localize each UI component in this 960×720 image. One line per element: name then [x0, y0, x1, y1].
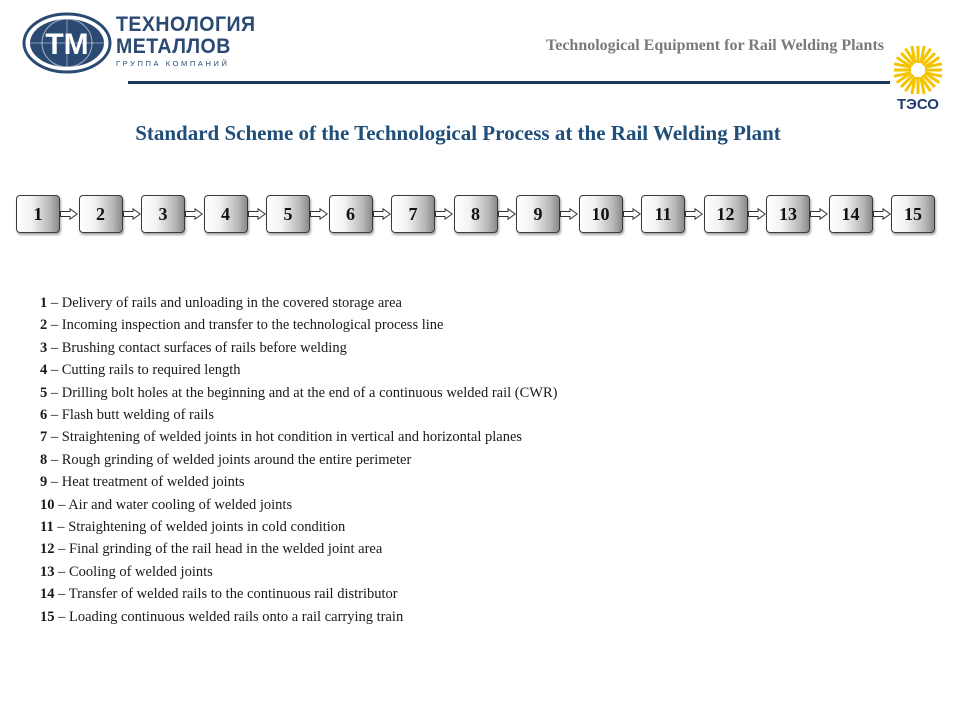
- process-step-4: 4: [204, 195, 248, 233]
- process-step-11: 11: [641, 195, 685, 233]
- flow-arrow-icon: [248, 208, 266, 220]
- legend-item-number: 12: [40, 541, 55, 558]
- process-step-14: 14: [829, 195, 873, 233]
- legend-item-separator: –: [50, 429, 59, 446]
- legend-item-separator: –: [58, 608, 66, 625]
- process-step-9: 9: [516, 195, 560, 233]
- process-step-13: 13: [766, 195, 810, 233]
- legend-item-separator: –: [50, 317, 59, 334]
- legend-item-text: Air and water cooling of welded joints: [68, 496, 293, 513]
- legend-item-number: 5: [40, 384, 48, 401]
- legend-item-number: 13: [40, 563, 55, 580]
- legend-item: [40, 471, 557, 493]
- legend-item-separator: –: [50, 407, 59, 424]
- legend-item-text: Cutting rails to required length: [61, 362, 241, 379]
- legend-item-separator: –: [58, 563, 66, 580]
- flow-arrow-icon: [123, 208, 141, 220]
- brand-line-3: ГРУППА КОМПАНИЙ: [116, 59, 230, 68]
- flow-arrow-icon: [810, 208, 828, 220]
- legend-item-number: 6: [40, 407, 48, 424]
- legend-item: [40, 583, 557, 605]
- legend-item-text: Brushing contact surfaces of rails before welding: [61, 339, 347, 356]
- legend-item-separator: –: [50, 474, 59, 491]
- legend-item-number: 7: [40, 429, 48, 446]
- legend-item: [40, 404, 557, 426]
- legend-item: [40, 449, 557, 471]
- process-step-8: 8: [454, 195, 498, 233]
- flow-arrow-icon: [373, 208, 391, 220]
- legend-item-number: 14: [40, 586, 55, 603]
- process-step-5: 5: [266, 195, 310, 233]
- header-title: Technological Equipment for Rail Welding Plants: [546, 37, 884, 54]
- flow-arrow-icon: [560, 208, 578, 220]
- legend-item-number: 10: [40, 496, 55, 513]
- legend-item-text: Final grinding of the rail head in the welded joint area: [69, 541, 383, 558]
- legend-item-text: Straightening of welded joints in hot condition in vertical and horizontal planes: [61, 429, 523, 446]
- process-step-3: 3: [141, 195, 185, 233]
- legend-item: [40, 337, 557, 359]
- flow-arrow-icon: [185, 208, 203, 220]
- brand-line-2: МЕТАЛЛОВ: [116, 35, 231, 58]
- legend-item-text: Flash butt welding of rails: [61, 407, 214, 424]
- legend-item-separator: –: [50, 451, 59, 468]
- flow-arrow-icon: [60, 208, 78, 220]
- page-title: Standard Scheme of the Technological Process at the Rail Welding Plant: [135, 121, 781, 145]
- legend-item-separator: –: [50, 295, 59, 311]
- legend-item-number: 11: [40, 519, 54, 536]
- legend-item-separator: –: [58, 541, 66, 558]
- legend-item-text: Straightening of welded joints in cold condition: [68, 519, 346, 536]
- legend-item-number: 9: [40, 474, 48, 491]
- legend-item: [40, 382, 557, 404]
- legend-item-separator: –: [57, 519, 65, 536]
- company-logo-icon: [22, 12, 112, 74]
- legend-item-number: 1: [40, 295, 48, 311]
- flow-arrow-icon: [310, 208, 328, 220]
- legend-item-separator: –: [50, 362, 59, 379]
- legend-item-text: Drilling bolt holes at the beginning and at the end of a continuous welded rail (CWR): [61, 384, 558, 401]
- legend-item-number: 2: [40, 317, 48, 334]
- partner-logo: [892, 44, 944, 114]
- legend-item: [40, 359, 557, 381]
- legend-item-text: Incoming inspection and transfer to the technological process line: [61, 317, 444, 334]
- legend-item-number: 4: [40, 362, 48, 379]
- legend-item: [40, 606, 557, 628]
- process-step-12: 12: [704, 195, 748, 233]
- legend-item: [40, 314, 557, 336]
- company-logo-text: [116, 14, 266, 69]
- legend-item-separator: –: [58, 586, 66, 603]
- flow-arrow-icon: [435, 208, 453, 220]
- legend-item-separator: –: [50, 339, 59, 356]
- partner-logo-icon: [892, 44, 944, 96]
- legend-item-number: 8: [40, 451, 48, 468]
- legend-item-number: 3: [40, 339, 48, 356]
- legend-item: [40, 538, 557, 560]
- legend-item-text: Heat treatment of welded joints: [61, 474, 245, 491]
- legend-item-text: Rough grinding of welded joints around the entire perimeter: [61, 451, 412, 468]
- step-legend: [40, 292, 557, 628]
- process-step-10: 10: [579, 195, 623, 233]
- legend-item-text: Delivery of rails and unloading in the covered storage area: [61, 295, 402, 311]
- legend-item-separator: –: [58, 496, 66, 513]
- brand-line-1: ТЕХНОЛОГИЯ: [116, 13, 256, 36]
- flow-arrow-icon: [685, 208, 703, 220]
- legend-item-number: 15: [40, 608, 55, 625]
- process-step-7: 7: [391, 195, 435, 233]
- legend-item: [40, 561, 557, 583]
- process-step-6: 6: [329, 195, 373, 233]
- legend-item: [40, 426, 557, 448]
- process-step-15: 15: [891, 195, 935, 233]
- flow-arrow-icon: [498, 208, 516, 220]
- process-step-2: 2: [79, 195, 123, 233]
- process-flow: [16, 195, 940, 237]
- legend-item-separator: –: [50, 384, 59, 401]
- partner-logo-text: ТЭСО: [897, 96, 939, 113]
- flow-arrow-icon: [873, 208, 891, 220]
- legend-item: [40, 292, 557, 314]
- flow-arrow-icon: [623, 208, 641, 220]
- legend-item-text: Transfer of welded rails to the continuous rail distributor: [68, 586, 398, 603]
- legend-item-text: Loading continuous welded rails onto a rail carrying train: [69, 608, 404, 625]
- logo-mark-text: TM: [45, 28, 89, 61]
- process-step-1: 1: [16, 195, 60, 233]
- header-divider: [128, 81, 890, 84]
- legend-item-text: Cooling of welded joints: [69, 563, 213, 580]
- flow-arrow-icon: [748, 208, 766, 220]
- legend-item: [40, 516, 557, 538]
- legend-item: [40, 494, 557, 516]
